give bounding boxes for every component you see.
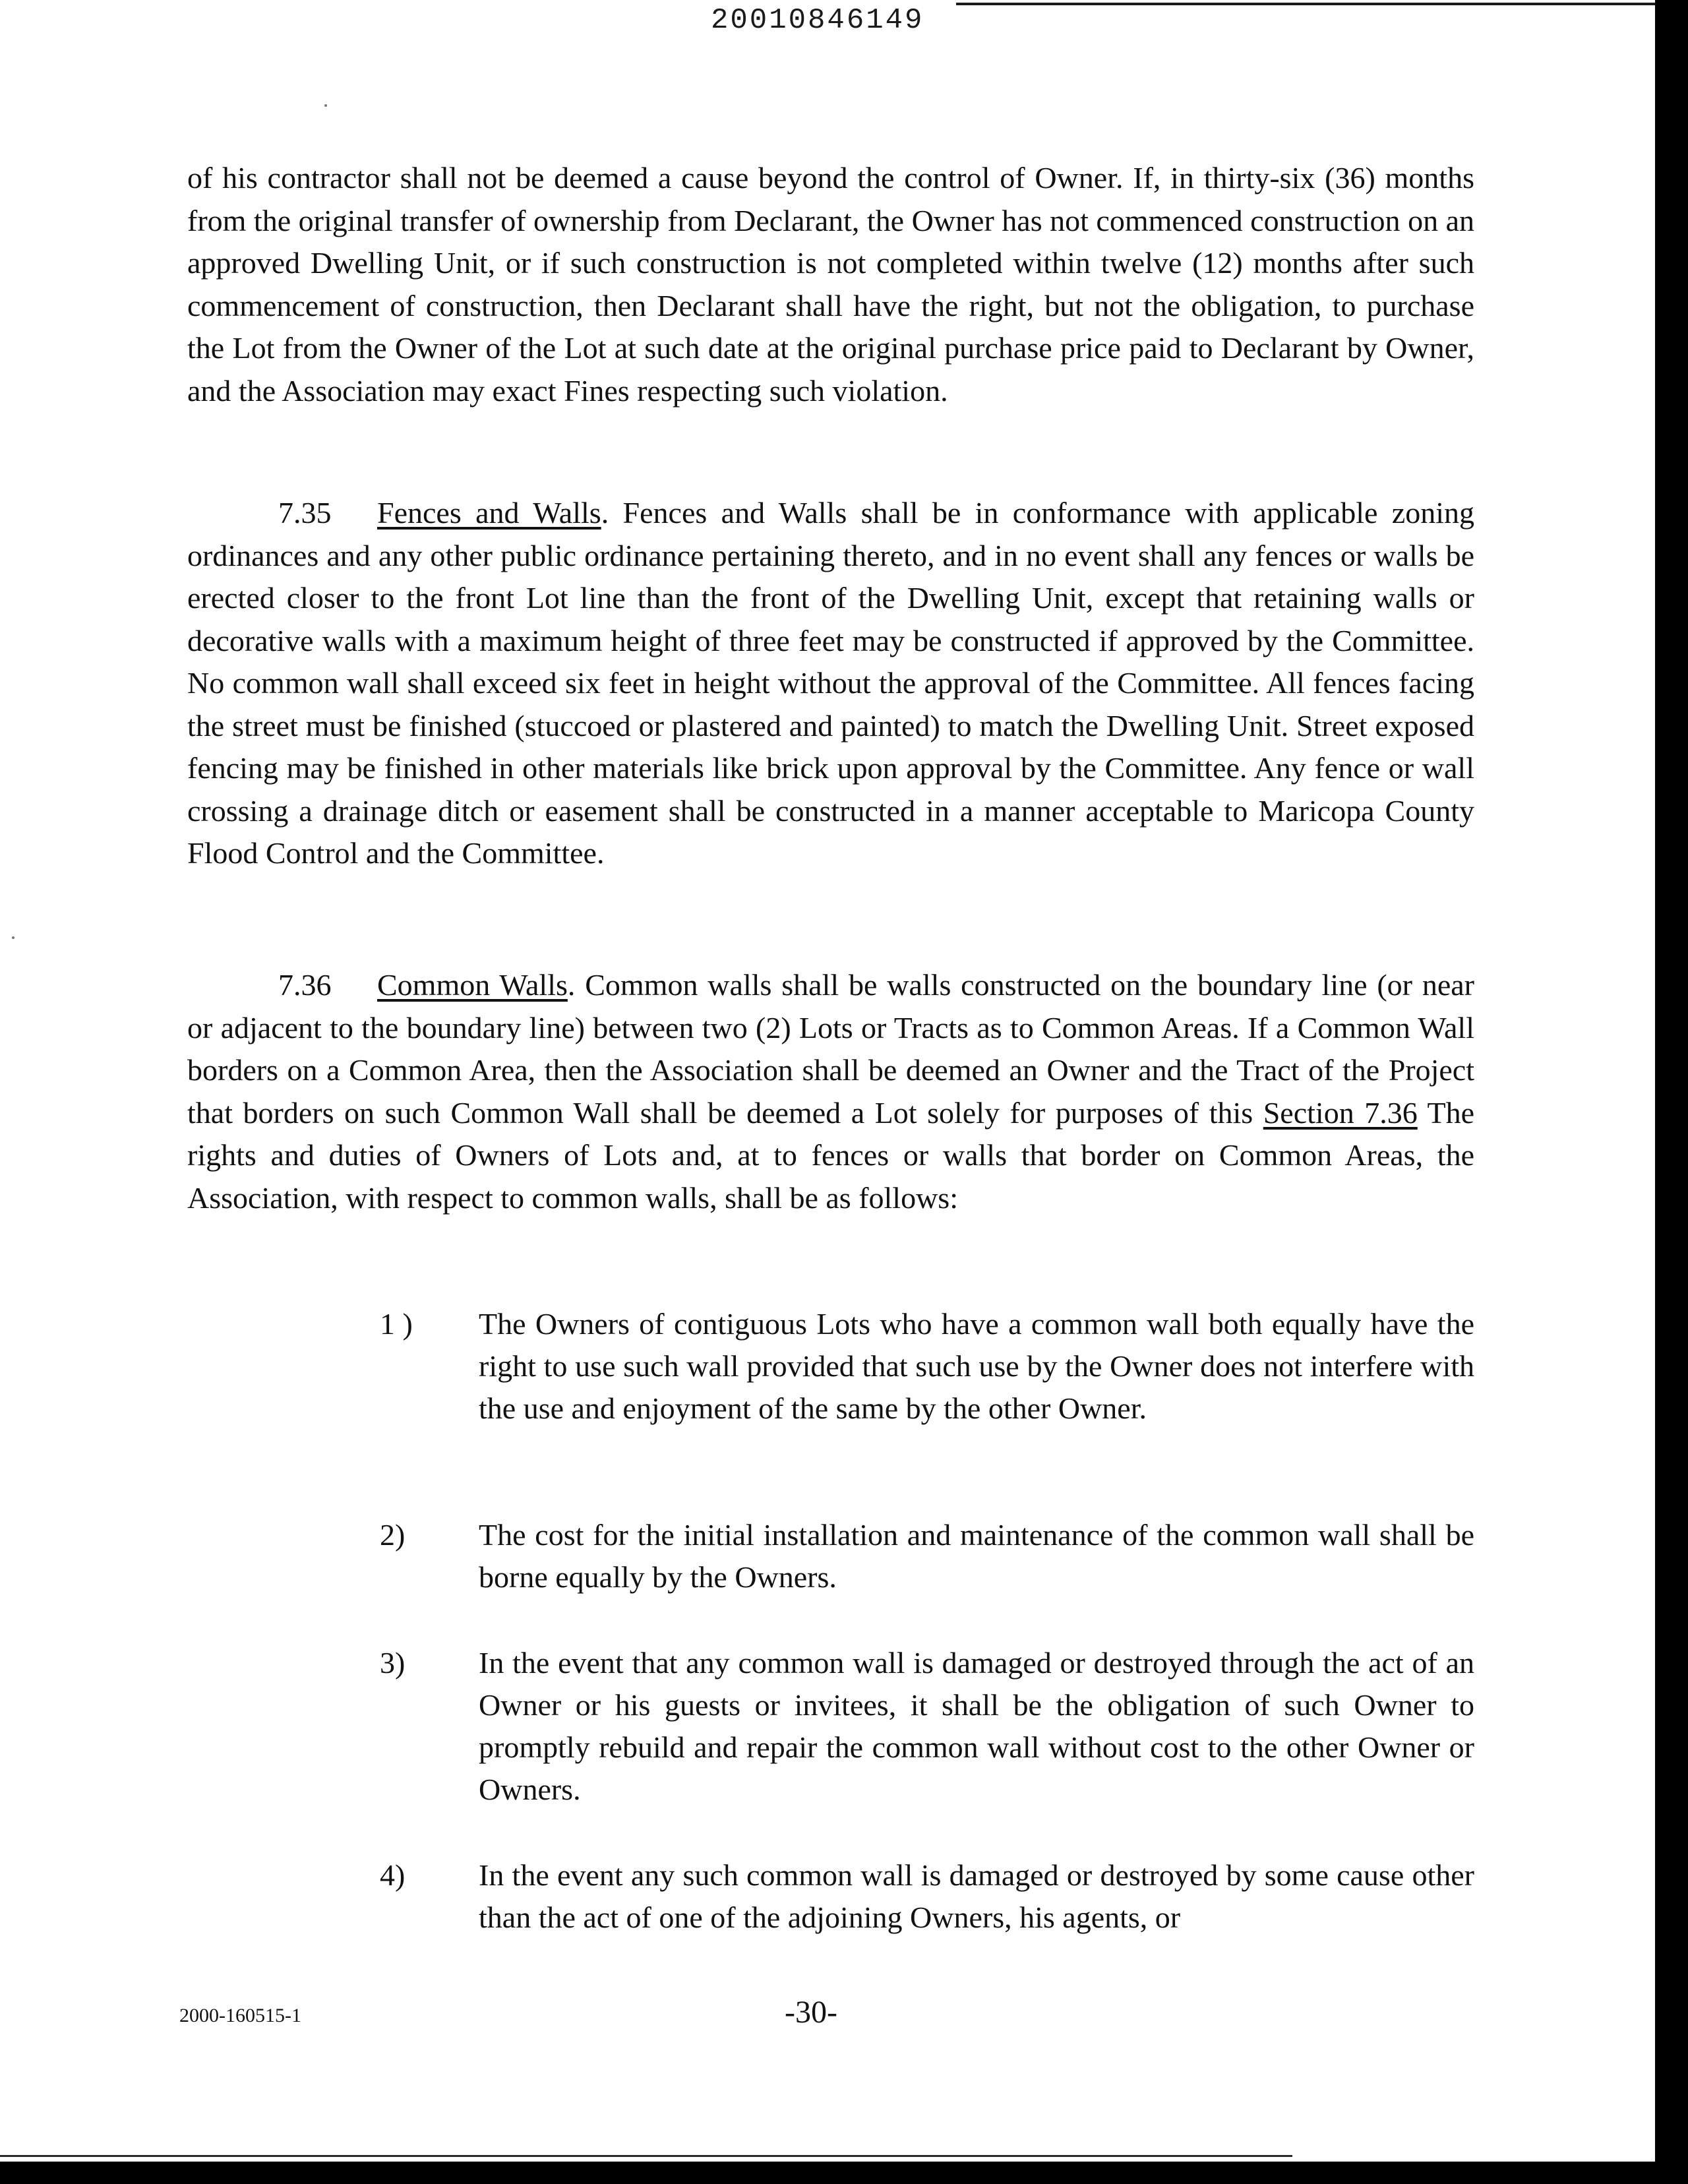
- top-scan-rule: [956, 3, 1688, 5]
- section-body: . Fences and Walls shall be in conformance with applicable zoning ordinances and any other public ordinance pertaining thereto, and in no event shall any fences or walls be erected closer to the front Lot line than the front of the Dwelling Unit, except that retaining walls or decorative walls with a maximum height of three feet may be constructed if approved by the Committee. No common wall shall exceed six feet in height without the approval of the Committee. All fences facing the street must be finished (stuccoed or plastered and painted) to match the Dwelling Unit. Street exposed fencing may be finished in other materials like brick upon approval by the Committee. Any fence or wall crossing a drainage ditch or easement shall be constructed in a manner acceptable to Maricopa County Flood Control and the Committee.: [187, 496, 1474, 870]
- list-item-number: 1 ): [380, 1307, 413, 1341]
- scan-speck: [324, 104, 327, 107]
- scan-edge-right: [1655, 0, 1688, 2184]
- page-number: -30-: [785, 1995, 837, 2030]
- continuation-text: of his contractor shall not be deemed a cause beyond the control of Owner. If, in thirty-six (36) months from the original transfer of ownership from Declarant, the Owner has not commenced construction on an approved Dwelling Unit, or if such construction is not completed within twelve (12) months after such commencement of construction, then Declarant shall have the right, but not the obligation, to purchase the Lot from the Owner of the Lot at such date at the original purchase price paid to Declarant by Owner, and the Association may exact Fines respecting such violation.: [187, 161, 1474, 408]
- section-reference: Section 7.36: [1263, 1095, 1418, 1130]
- section-number: 7.36: [278, 968, 332, 1002]
- document-number: 20010846149: [711, 4, 924, 37]
- scan-edge-line: [0, 2155, 1292, 2157]
- section-7-35-paragraph: [187, 492, 1474, 875]
- section-body: The rights and duties of Owners of Lots and, at to fences or walls that border on Common Areas, the Association, with respect to common walls, shall be as follows:: [187, 1095, 1475, 1215]
- list-item-text: The Owners of contiguous Lots who have a common wall both equally have the right to use such wall provided that such use by the Owner does not interfere with the use and enjoyment of the same by the other Owner.: [479, 1307, 1474, 1425]
- footer-document-id: 2000-160515-1: [179, 2005, 301, 2026]
- list-item-text: The cost for the initial installation and maintenance of the common wall shall be borne equally by the Owners.: [479, 1518, 1474, 1594]
- section-heading: Fences and Walls: [377, 496, 601, 530]
- section-7-36: [187, 964, 1474, 1219]
- section-number: 7.35: [278, 496, 332, 530]
- section-7-35: [187, 492, 1474, 875]
- list-item-number: 2): [380, 1518, 406, 1552]
- list-item-number: 3): [380, 1646, 406, 1680]
- section-body: . Common walls shall be walls constructed on the boundary line (or near or adjacent to the boundary line) between two (2) Lots or Tracts as to Common Areas. If a Common Wall borders on a Common Area, then the Association shall be deemed an Owner and the Tract of the Project that borders on such Common Wall shall be deemed a Lot solely for purposes of this: [187, 968, 1474, 1130]
- section-7-36-paragraph: [187, 964, 1474, 1219]
- list-item-text: In the event any such common wall is damaged or destroyed by some cause other than the act of one of the adjoining Owners, his agents, or: [479, 1858, 1474, 1934]
- list-item-text: In the event that any common wall is damaged or destroyed through the act of an Owner or his guests or invitees, it shall be the obligation of such Owner to promptly rebuild and repair the common wall without cost to the other Owner or Owners.: [479, 1646, 1474, 1806]
- list-item-number: 4): [380, 1858, 406, 1892]
- scan-speck: [12, 936, 15, 939]
- scan-edge-bottom: [0, 2162, 1688, 2184]
- section-heading: Common Walls: [377, 968, 568, 1002]
- continuation-paragraph: [187, 157, 1474, 412]
